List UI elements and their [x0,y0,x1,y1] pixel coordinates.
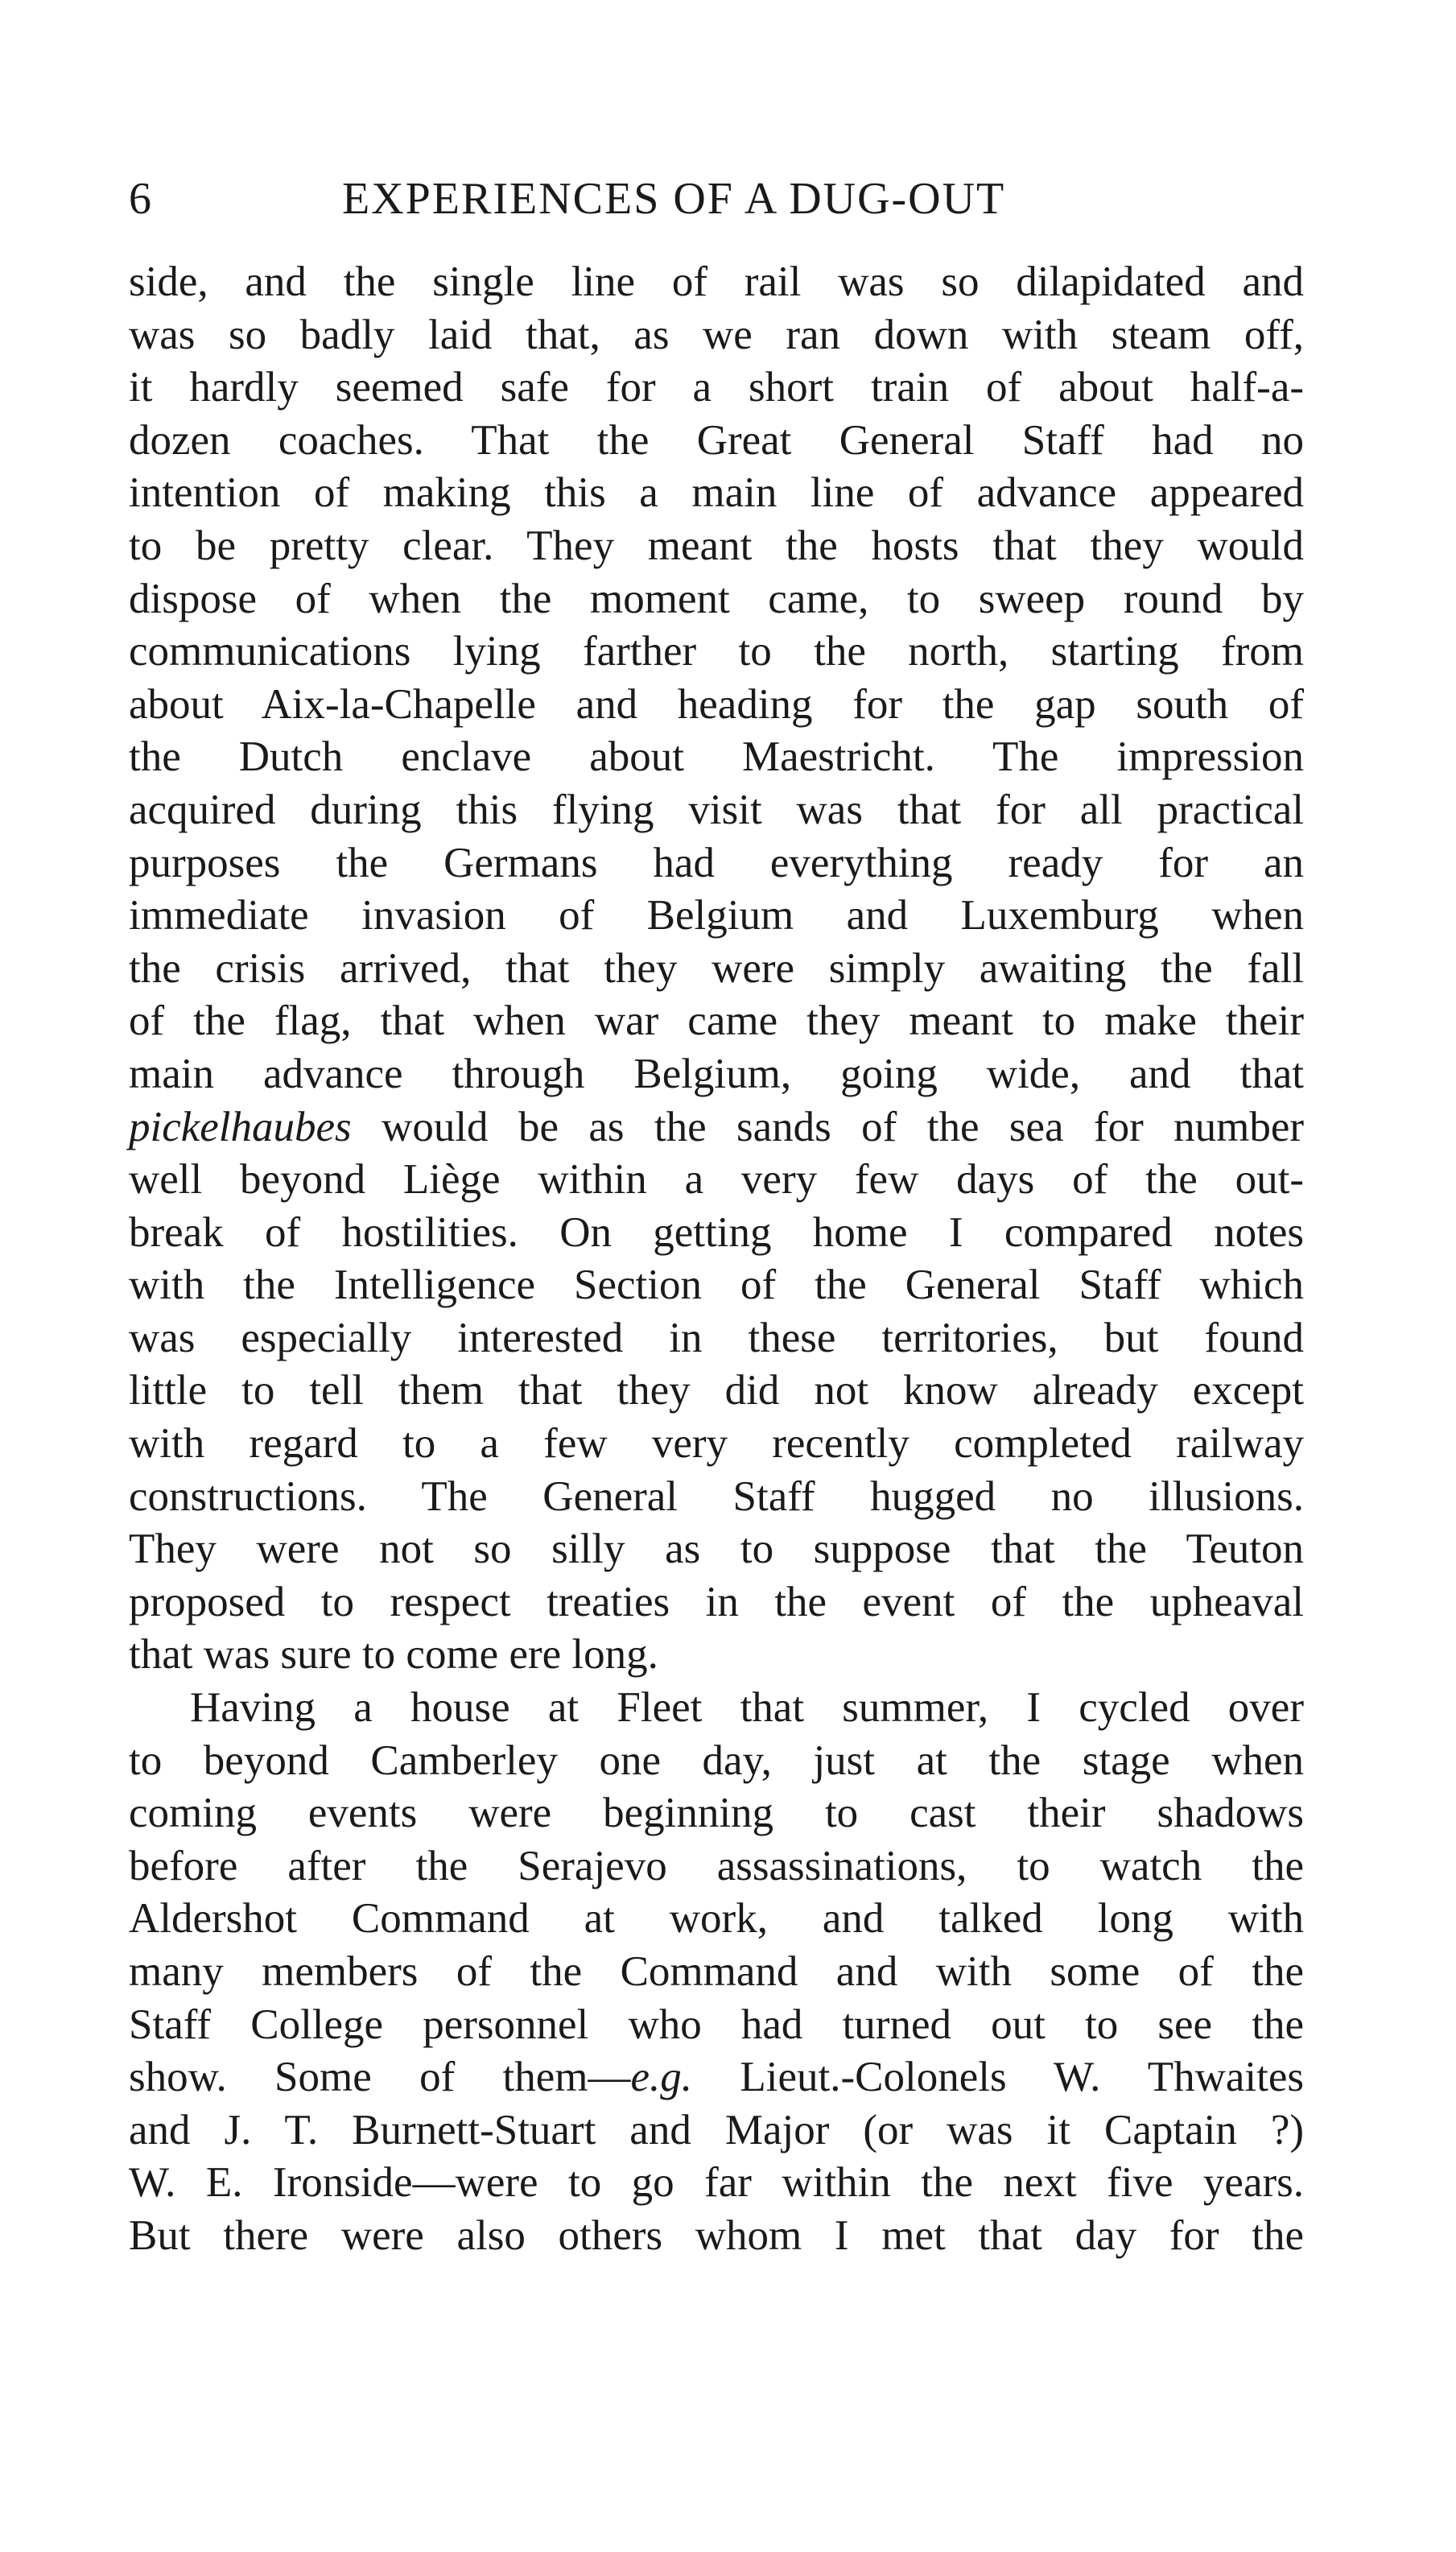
text-line: constructions. The General Staff hugged no illusions. [129,1472,1304,1520]
text-line: intention of making this a main line of advance appeared [129,469,1304,517]
text-line: the Dutch enclave about Maestricht. The impression [129,733,1304,781]
text-line: coming events were beginning to cast their shadows [129,1790,1304,1837]
text-line-mixed [129,1101,1304,1154]
text-line: about Aix-la-Chapelle and heading for the gap south of [129,680,1304,728]
text-run: Lieut.-Colonels W. Thwaites [692,2054,1304,2101]
text-line: Staff College personnel who had turned out to see the [129,2001,1304,2048]
text-line: break of hostilities. On getting home I compared notes [129,1208,1304,1256]
italic-abbreviation: e.g. [630,2054,693,2101]
text-line: well beyond Liège within a very few days of the out- [129,1156,1304,1204]
text-line: Aldershot Command at work, and talked long with [129,1895,1304,1943]
paragraph-1 [129,256,1304,1682]
text-line: to be pretty clear. They meant the hosts that they would [129,522,1304,569]
text-line: with regard to a few very recently completed railway [129,1420,1304,1468]
text-line: purposes the Germans had everything ready for an [129,839,1304,886]
text-line: was especially interested in these territories, but found [129,1314,1304,1361]
paragraph-2 [129,1682,1304,2263]
text-line: W. E. Ironside—were to go far within the next five years. [129,2159,1304,2207]
text-line: But there were also others whom I met that day for the [129,2211,1304,2259]
running-head [129,171,1304,227]
text-line: the crisis arrived, that they were simply awaiting the fall [129,944,1304,992]
italic-term: pickelhaubes [129,1103,352,1150]
text-line-mixed [129,2051,1304,2104]
text-line: They were not so silly as to suppose that the Teuton [129,1526,1304,1573]
text-line: main advance through Belgium, going wide, and that [129,1050,1304,1097]
page-number: 6 [129,174,152,224]
body-text [129,256,1304,2263]
text-line: and J. T. Burnett-Stuart and Major (or was it Captain ?) [129,2106,1304,2154]
text-line: Having a house at Fleet that summer, I cycled over [190,1684,1304,1732]
text-line: immediate invasion of Belgium and Luxemburg when [129,892,1304,939]
text-line: was so badly laid that, as we ran down with steam off, [129,311,1304,358]
text-line: with the Intelligence Section of the General Staff which [129,1262,1304,1309]
text-line: that was sure to come ere long. [129,1631,658,1679]
text-line: side, and the single line of rail was so dilapidated and [129,258,1304,305]
text-run: would be as the sands of the sea for number [351,1103,1304,1150]
running-title: EXPERIENCES OF A DUG-OUT [342,174,1006,224]
text-line: to beyond Camberley one day, just at the stage when [129,1736,1304,1784]
text-line: dispose of when the moment came, to sweep round by [129,575,1304,622]
text-line: dozen coaches. That the Great General Staff had no [129,416,1304,464]
text-line: before after the Serajevo assassinations, to watch the [129,1842,1304,1889]
text-line: proposed to respect treaties in the event of the upheaval [129,1578,1304,1625]
text-run: show. Some of them— [129,2054,631,2101]
text-line: acquired during this flying visit was that for all practical [129,786,1304,833]
text-line: many members of the Command and with some of the [129,1948,1304,1995]
text-line: it hardly seemed safe for a short train of about half-a- [129,364,1304,411]
text-line: little to tell them that they did not know already except [129,1367,1304,1414]
text-line: of the flag, that when war came they meant to make their [129,997,1304,1045]
text-line: communications lying farther to the north, starting from [129,628,1304,675]
